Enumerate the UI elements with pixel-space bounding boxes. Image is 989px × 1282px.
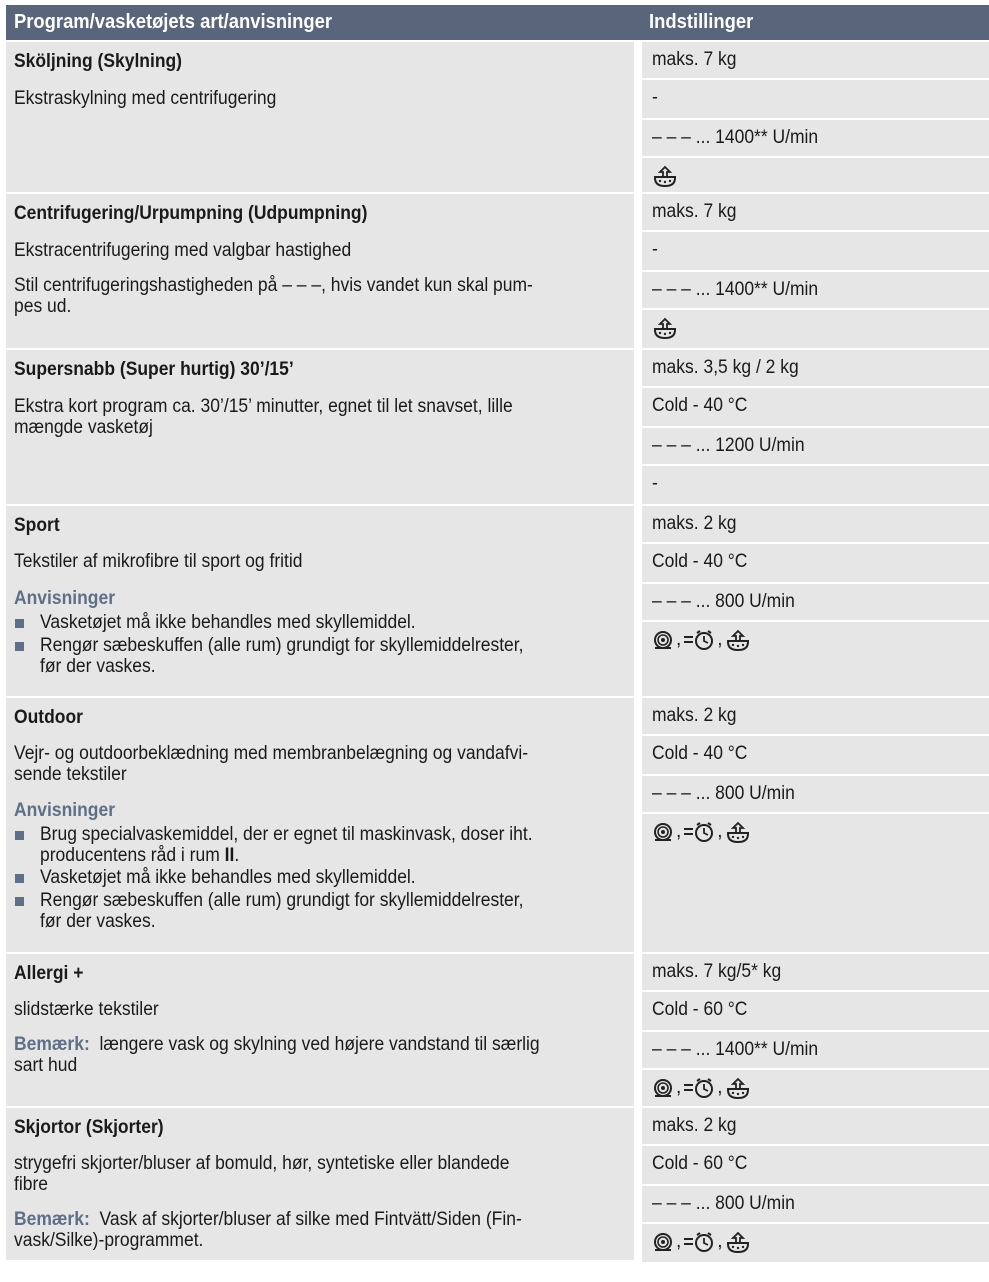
program-description bbox=[6, 194, 634, 348]
program-settings bbox=[642, 698, 989, 952]
program-super-quick bbox=[6, 348, 989, 504]
setting-options bbox=[652, 315, 678, 341]
program-settings bbox=[642, 1108, 989, 1260]
setting-temp: - bbox=[652, 87, 658, 108]
program-description bbox=[6, 506, 634, 696]
program-desc: Ekstracentrifugering med valgbar hastighed bbox=[14, 240, 352, 261]
setting-load: maks. 2 kg bbox=[652, 705, 737, 726]
setting-options bbox=[652, 163, 678, 189]
delay-timer-icon bbox=[683, 629, 715, 651]
program-title: Centrifugering/Urpumpning (Udpumpning) bbox=[14, 203, 368, 224]
program-description bbox=[6, 954, 634, 1106]
program-title: Sköljning (Skylning) bbox=[14, 51, 183, 72]
program-desc: Stil centrifugeringshastigheden på – – –, hvis vandet kun skal pum- bbox=[14, 275, 533, 296]
rinse-hold-icon bbox=[725, 1076, 751, 1100]
note-item: producentens råd i rum II. bbox=[40, 845, 240, 866]
program-description bbox=[6, 350, 634, 504]
program-spin bbox=[6, 192, 989, 348]
setting-temp: Cold - 40 °C bbox=[652, 743, 748, 764]
setting-options: , , bbox=[652, 819, 751, 845]
program-settings bbox=[642, 350, 989, 504]
program-desc: Ekstraskylning med centrifugering bbox=[14, 88, 277, 109]
setting-spin: – – – ... 1400** U/min bbox=[652, 1039, 819, 1060]
program-description bbox=[6, 698, 634, 952]
notes-heading: Anvisninger bbox=[14, 800, 116, 821]
program-desc: mængde vasketøj bbox=[14, 417, 153, 438]
program-desc: slidstærke tekstiler bbox=[14, 999, 159, 1020]
bullet-marker bbox=[15, 619, 24, 628]
program-title: Outdoor bbox=[14, 707, 83, 728]
spin-icon bbox=[652, 1077, 674, 1099]
note-item: Vasketøjet må ikke behandles med skyllemiddel. bbox=[40, 612, 416, 633]
setting-temp: Cold - 60 °C bbox=[652, 1153, 748, 1174]
rinse-hold-icon bbox=[725, 820, 751, 844]
setting-temp: Cold - 40 °C bbox=[652, 551, 748, 572]
program-table bbox=[6, 5, 989, 1260]
program-outdoor bbox=[6, 696, 989, 952]
program-desc: pes ud. bbox=[14, 296, 72, 317]
program-description bbox=[6, 42, 634, 192]
setting-options: , , bbox=[652, 627, 751, 653]
table-header bbox=[6, 5, 989, 40]
setting-spin: – – – ... 1400** U/min bbox=[652, 279, 819, 300]
spin-icon bbox=[652, 629, 674, 651]
program-desc: strygefri skjorter/bluser af bomuld, hør, syntetiske eller blandede bbox=[14, 1153, 510, 1174]
program-sport bbox=[6, 504, 989, 696]
note-item: før der vaskes. bbox=[40, 656, 156, 677]
setting-load: maks. 7 kg bbox=[652, 201, 737, 222]
program-shirts bbox=[6, 1106, 989, 1260]
program-desc: Vejr- og outdoorbeklædning med membranbelægning og vandafvi- bbox=[14, 743, 529, 764]
rinse-hold-icon bbox=[652, 316, 678, 340]
setting-temp: Cold - 60 °C bbox=[652, 999, 748, 1020]
delay-timer-icon bbox=[683, 821, 715, 843]
setting-spin: – – – ... 1200 U/min bbox=[652, 435, 805, 456]
program-rinse bbox=[6, 40, 989, 192]
program-settings bbox=[642, 42, 989, 192]
program-allergy bbox=[6, 952, 989, 1106]
note-item: Vasketøjet må ikke behandles med skyllemiddel. bbox=[40, 867, 416, 888]
rinse-hold-icon bbox=[652, 164, 678, 188]
notes-heading: Anvisninger bbox=[14, 588, 116, 609]
program-title: Skjortor (Skjorter) bbox=[14, 1117, 164, 1138]
program-title: Sport bbox=[14, 515, 60, 536]
note-item: før der vaskes. bbox=[40, 911, 156, 932]
program-desc: Tekstiler af mikrofibre til sport og fritid bbox=[14, 551, 303, 572]
program-desc: sende tekstiler bbox=[14, 764, 127, 785]
setting-options: , , bbox=[652, 1229, 751, 1255]
spin-icon bbox=[652, 1231, 674, 1253]
setting-options: , , bbox=[652, 1075, 751, 1101]
header-settings: Indstillinger bbox=[649, 11, 754, 33]
program-desc: Ekstra kort program ca. 30’/15’ minutter, egnet til let snavset, lille bbox=[14, 396, 513, 417]
rinse-hold-icon bbox=[725, 628, 751, 652]
setting-load: maks. 2 kg bbox=[652, 513, 737, 534]
setting-options: - bbox=[652, 473, 658, 494]
bullet-marker bbox=[15, 831, 24, 840]
setting-temp: - bbox=[652, 239, 658, 260]
program-note: sart hud bbox=[14, 1055, 78, 1076]
setting-spin: – – – ... 1400** U/min bbox=[652, 127, 819, 148]
program-note: Bemærk: Vask af skjorter/bluser af silke med Fintvätt/Siden (Fin- bbox=[14, 1209, 522, 1230]
program-title: Allergi + bbox=[14, 963, 84, 984]
program-title: Supersnabb (Super hurtig) 30’/15’ bbox=[14, 359, 294, 380]
note-item: Rengør sæbeskuffen (alle rum) grundigt for skyllemiddelrester, bbox=[40, 890, 524, 911]
bullet-marker bbox=[15, 642, 24, 651]
program-description bbox=[6, 1108, 634, 1260]
bullet-marker bbox=[15, 874, 24, 883]
rinse-hold-icon bbox=[725, 1230, 751, 1254]
program-note: Bemærk: længere vask og skylning ved højere vandstand til særlig bbox=[14, 1034, 540, 1055]
program-desc: fibre bbox=[14, 1174, 49, 1195]
setting-load: maks. 7 kg bbox=[652, 49, 737, 70]
setting-temp: Cold - 40 °C bbox=[652, 395, 748, 416]
setting-spin: – – – ... 800 U/min bbox=[652, 783, 795, 804]
note-item: Brug specialvaskemiddel, der er egnet til maskinvask, doser iht. bbox=[40, 824, 533, 845]
program-settings bbox=[642, 954, 989, 1106]
setting-spin: – – – ... 800 U/min bbox=[652, 1193, 795, 1214]
setting-load: maks. 7 kg/5* kg bbox=[652, 961, 782, 982]
note-item: Rengør sæbeskuffen (alle rum) grundigt for skyllemiddelrester, bbox=[40, 635, 524, 656]
program-settings bbox=[642, 194, 989, 348]
header-program: Program/vasketøjets art/anvisninger bbox=[14, 11, 333, 33]
program-note: vask/Silke)-programmet. bbox=[14, 1230, 204, 1251]
delay-timer-icon bbox=[683, 1231, 715, 1253]
bullet-marker bbox=[15, 897, 24, 906]
delay-timer-icon bbox=[683, 1077, 715, 1099]
spin-icon bbox=[652, 821, 674, 843]
setting-spin: – – – ... 800 U/min bbox=[652, 591, 795, 612]
program-settings bbox=[642, 506, 989, 696]
setting-load: maks. 2 kg bbox=[652, 1115, 737, 1136]
setting-load: maks. 3,5 kg / 2 kg bbox=[652, 357, 799, 378]
